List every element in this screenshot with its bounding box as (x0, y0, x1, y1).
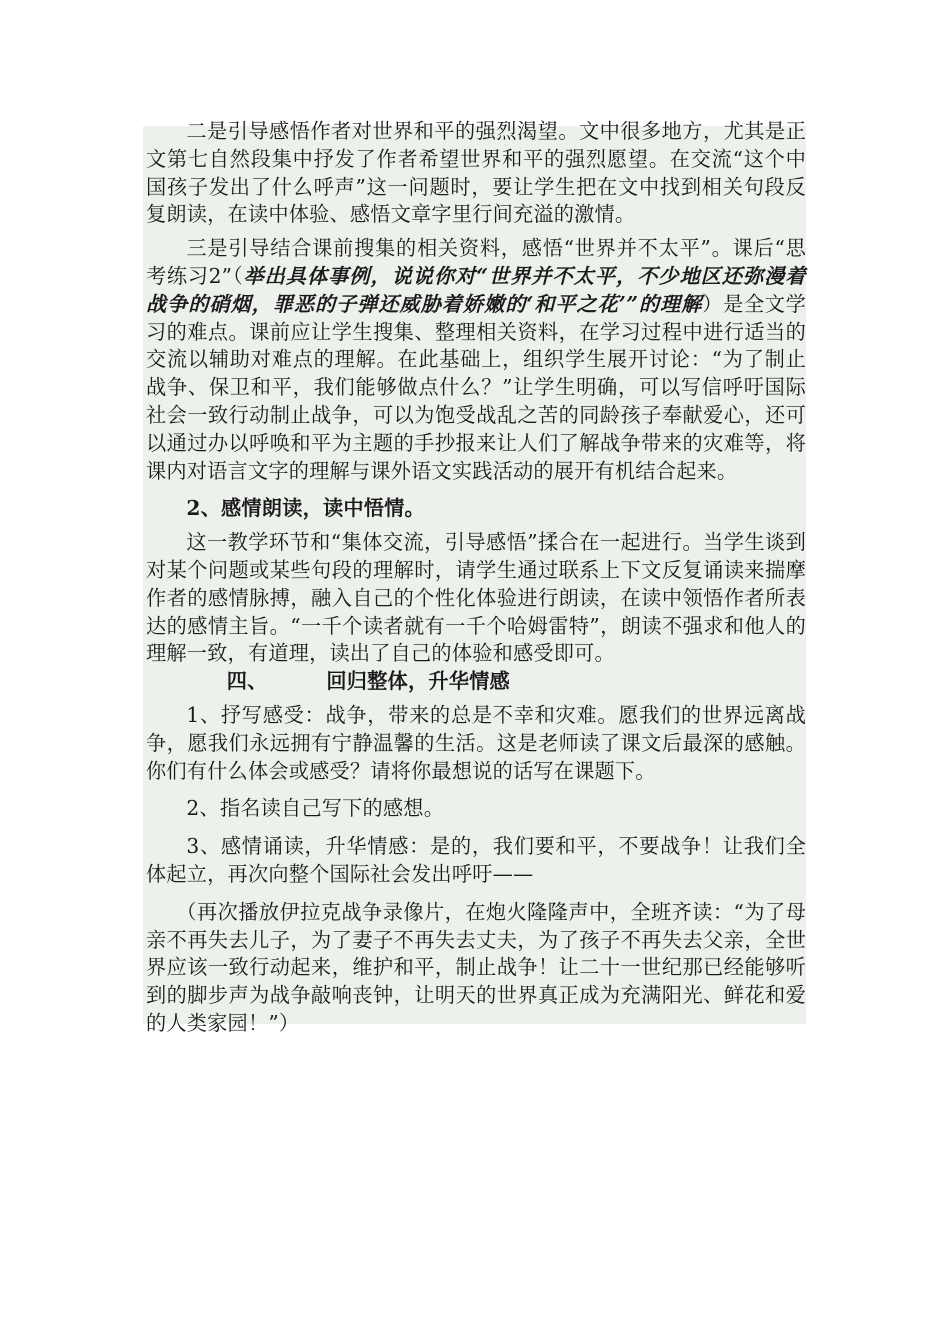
section-heading (146, 668, 806, 696)
paragraph-peace-longing: 二是引导感悟作者对世界和平的强烈渴望。文中很多地方，尤其是正文第七自然段集中抒发了作者希望世界和平的强烈愿望。在交流“这个中国孩子发出了什么呼声”这一问题时，要让学生把在文中找到相关句段反复朗读，在读中体验、感悟文章字里行间充溢的激情。 (146, 119, 806, 227)
paragraph-text: 三是引导结合课前搜集的相关资料，感悟“世界并不太平”。课后“思考练习2”（ (146, 236, 806, 288)
paragraph-reading-guidance: 这一教学环节和“集体交流，引导感悟”揉合在一起进行。当学生谈到对某个问题或某些句段的理解时，请学生通过联系上下文反复诵读来揣摩作者的感情脉搏，融入自己的个性化体验进行朗读，在读中领悟作者所表达的感情主旨。“一千个读者就有一千个哈姆雷特”，朗读不强求和他人的理解一致，有道理，读出了自己的体验和感受即可。 (146, 530, 806, 666)
list-item-recite: 3、感情诵读，升华情感：是的，我们要和平，不要战争！让我们全体起立，再次向整个国际社会发出呼吁—— (146, 834, 806, 886)
paragraph-closing-recital: （再次播放伊拉克战争录像片，在炮火隆隆声中，全班齐读：“为了母亲不再失去儿子，为了妻子不再失去丈夫，为了孩子不再失去父亲，全世界应该一致行动起来，维护和平，制止战争！让二十一世纪那已经能够听到的脚步声为战争敲响丧钟，让明天的世界真正成为充满阳光、鲜花和爱的人类家园！”） (146, 899, 806, 1035)
exercise-question-bold: 举出具体事例，说说你对“世界并不太平，不少地区还弥漫着战争的硝烟，罪恶的子弹还威胁着娇嫩的‘和平之花’”的理解 (146, 263, 806, 316)
section-number: 四、 (226, 669, 268, 694)
list-item-write-feelings: 1、抒写感受：战争，带来的总是不幸和灾难。愿我们的世界远离战争，愿我们永远拥有宁静温馨的生活。这是老师读了课文后最深的感触。你们有什么体会或感受？请将你最想说的话写在课题下。 (146, 702, 806, 783)
paragraph-text: ）是全文学习的难点。课前应让学生搜集、整理相关资料，在学习过程中进行适当的交流以辅助对难点的理解。在此基础上，组织学生展开讨论：“为了制止战争、保卫和平，我们能够做点什么？”让学生明确，可以写信呼吁国际社会一致行动制止战争，可以为饱受战乱之苦的同龄孩子奉献爱心，还可以通过办以呼唤和平为主题的手抄报来让人们了解战争带来的灾难等，将课内对语言文字的理解与课外语文实践活动的展开有机结合起来。 (146, 291, 806, 483)
paragraph-world-not-peaceful (146, 235, 806, 485)
document-body (146, 118, 806, 1038)
list-item-read-aloud: 2、指名读自己写下的感想。 (186, 796, 445, 821)
section-title: 回归整体，升华情感 (326, 669, 510, 694)
subheading-emotional-reading: 2、感情朗读，读中悟情。 (186, 496, 425, 521)
